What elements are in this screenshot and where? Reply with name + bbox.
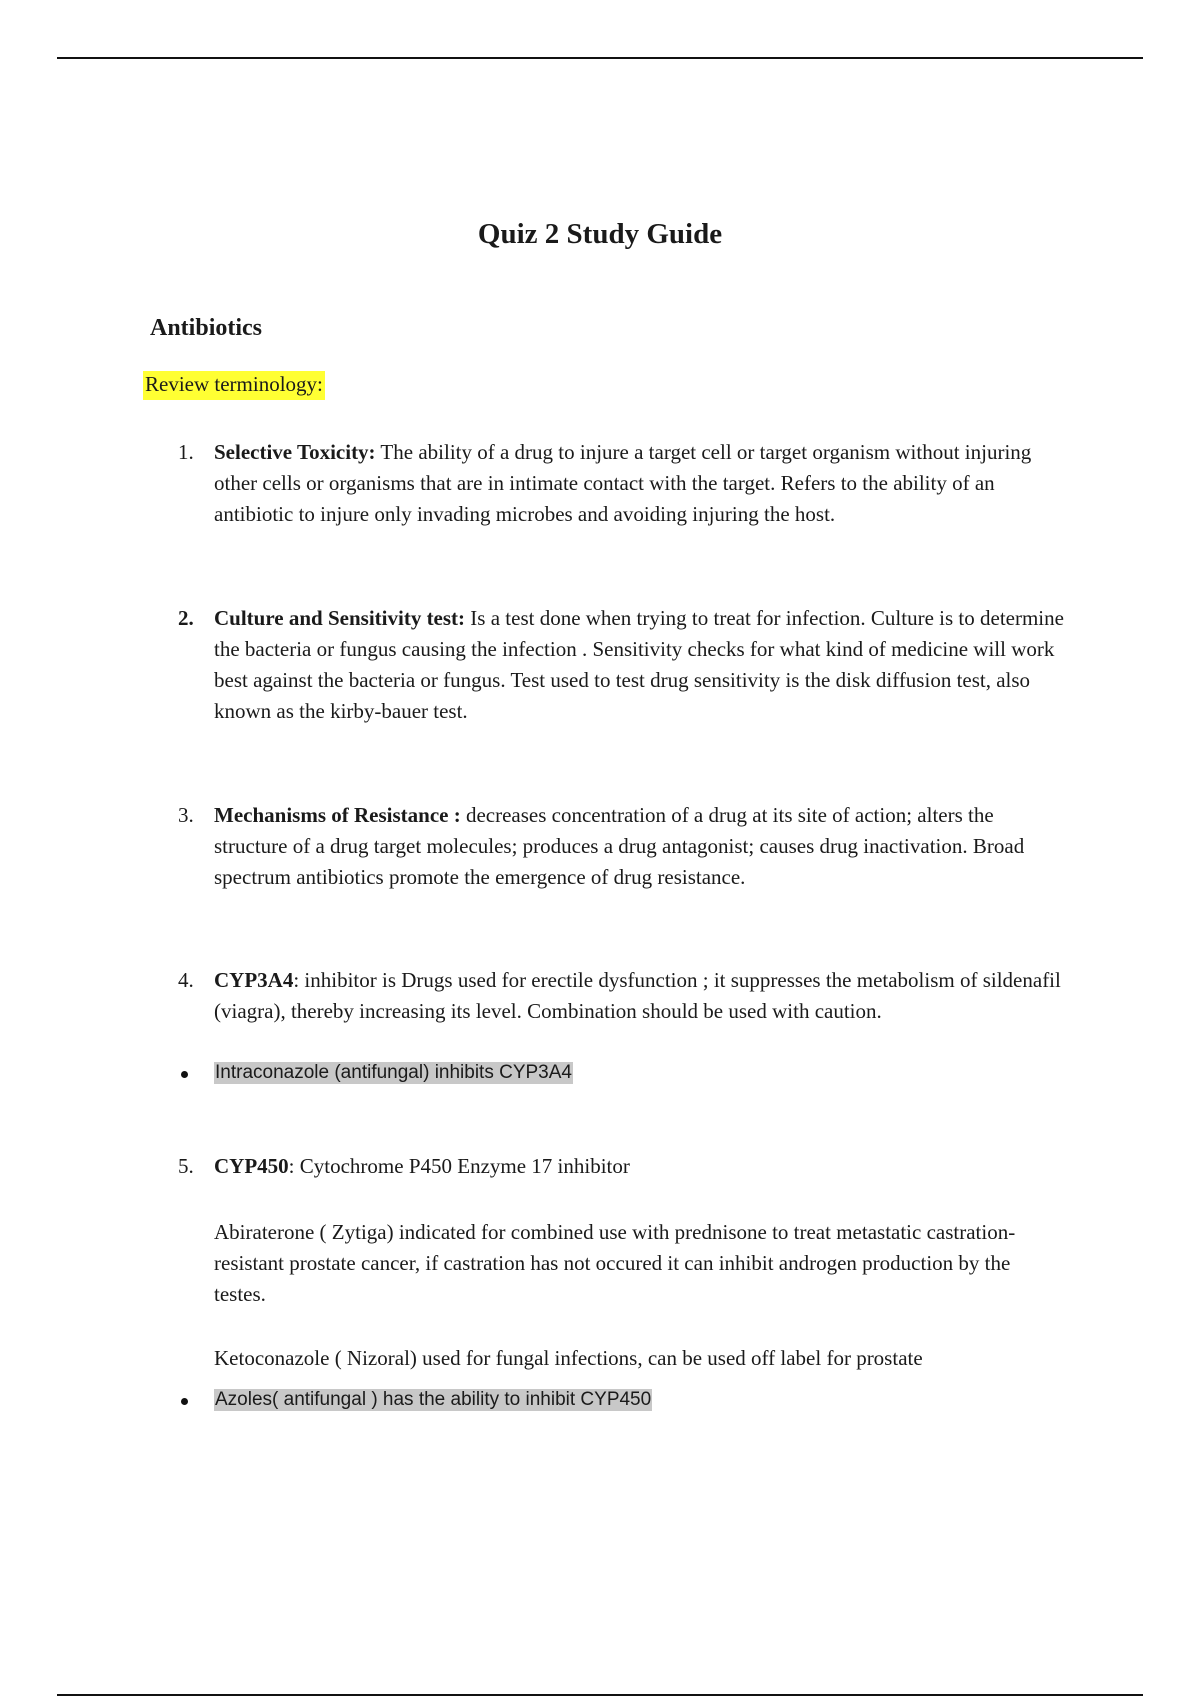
section-heading-antibiotics: Antibiotics	[150, 315, 263, 341]
item-body	[214, 1151, 1064, 1182]
list-item-cyp450	[178, 1151, 1064, 1374]
item-term: Culture and Sensitivity test:	[214, 606, 466, 630]
item-body	[214, 800, 1064, 893]
item-text: Is a test done when trying to treat for infection. Culture is to determine the bacteria or fungus causing the infection . Sensitivity checks for what kind of medicine will work best against the bacteria or fungus. Test used to test drug sensitivity is the disk diffusion test, also known as the kirby-bauer test.	[214, 606, 1064, 723]
item-text: : inhibitor is Drugs used for erectile dysfunction ; it suppresses the metabolism of sildenafil (viagra), thereby increasing its level. Combination should be used with caution.	[214, 968, 1061, 1023]
item-body	[214, 437, 1064, 530]
item-term: Selective Toxicity:	[214, 440, 376, 464]
bullet-dot-icon	[181, 1071, 188, 1078]
item-text: : Cytochrome P450 Enzyme 17 inhibitor	[288, 1154, 630, 1178]
item-body	[214, 965, 1064, 1027]
item-body	[214, 603, 1064, 727]
bullet-dot-icon	[181, 1398, 188, 1405]
top-border-line	[57, 57, 1143, 59]
item-number: 1.	[178, 440, 194, 464]
item-number: 4.	[178, 968, 194, 992]
list-item-cyp3a4	[178, 965, 1064, 1027]
bullet-text: Azoles( antifungal ) has the ability to inhibit CYP450	[215, 1389, 652, 1410]
bullet-text: Intraconazole (antifungal) inhibits CYP3A4	[215, 1062, 572, 1083]
item-number: 2.	[178, 606, 194, 630]
list-item-selective-toxicity	[178, 437, 1064, 530]
item-paragraph-ketoconazole: Ketoconazole ( Nizoral) used for fungal infections, can be used off label for prostate	[214, 1346, 923, 1370]
list-item-culture-sensitivity	[178, 603, 1064, 727]
item-number: 5.	[178, 1154, 194, 1178]
bullet-intraconazole	[214, 1061, 573, 1085]
item-text: decreases concentration of a drug at its site of action; alters the structure of a drug target molecules; produces a drug antagonist; causes drug inactivation. Broad spectrum antibiotics promote the emergence of drug resistance.	[214, 803, 1025, 889]
list-item-mechanisms-resistance	[178, 800, 1064, 893]
item-term: CYP450	[214, 1154, 289, 1178]
document-title: Quiz 2 Study Guide	[477, 218, 723, 250]
item-number: 3.	[178, 803, 194, 827]
item-paragraph-abiraterone: Abiraterone ( Zytiga) indicated for combined use with prednisone to treat metastatic castration-resistant prostate cancer, if castration has not occured it can inhibit androgen production by the testes.	[214, 1220, 1016, 1306]
item-text: The ability of a drug to injure a target cell or target organism without injuring other cells or organisms that are in intimate contact with the target. Refers to the ability of an antibiotic to injure only invading microbes and avoiding injuring the host.	[214, 440, 1032, 526]
bullet-azoles	[214, 1388, 652, 1412]
item-term: Mechanisms of Resistance :	[214, 803, 461, 827]
item-term: CYP3A4	[214, 968, 294, 992]
review-terminology-label: Review terminology:	[143, 371, 325, 400]
bottom-border-line	[57, 1694, 1143, 1696]
